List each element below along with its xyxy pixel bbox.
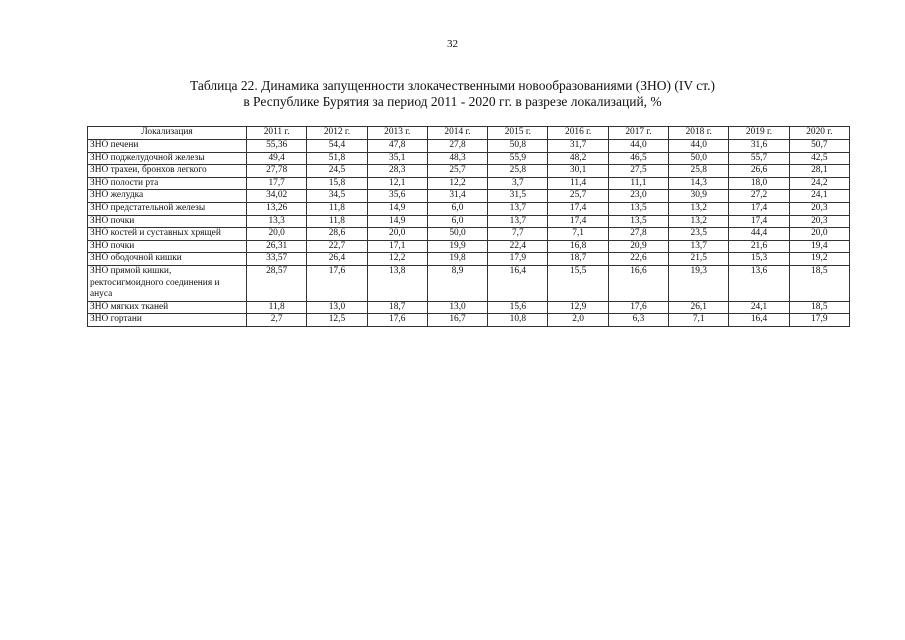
- cell-value: 21,5: [669, 253, 729, 266]
- cell-value: 7,1: [669, 314, 729, 327]
- cell-value: 11,8: [307, 215, 367, 228]
- header-year: 2018 г.: [669, 127, 729, 140]
- cell-value: 20,0: [367, 228, 427, 241]
- table-row: [88, 140, 850, 153]
- cell-value: 22,7: [307, 240, 367, 253]
- cell-value: 30,9: [669, 190, 729, 203]
- cell-value: 26,31: [247, 240, 307, 253]
- cell-value: 46,5: [608, 152, 668, 165]
- cell-value: 13,26: [247, 202, 307, 215]
- cell-value: 11,4: [548, 177, 608, 190]
- cell-value: 33,57: [247, 253, 307, 266]
- cell-value: 27,5: [608, 165, 668, 178]
- cell-value: 49,4: [247, 152, 307, 165]
- cell-value: 17,6: [367, 314, 427, 327]
- cell-value: 15,3: [729, 253, 789, 266]
- cell-value: 12,2: [367, 253, 427, 266]
- cell-value: 28,1: [789, 165, 849, 178]
- header-year: 2013 г.: [367, 127, 427, 140]
- cell-value: 18,7: [367, 301, 427, 314]
- cell-value: 18,5: [789, 265, 849, 301]
- table-title: [0, 78, 905, 110]
- cell-value: 51,8: [307, 152, 367, 165]
- cell-value: 26,6: [729, 165, 789, 178]
- cell-value: 35,1: [367, 152, 427, 165]
- cell-value: 28,57: [247, 265, 307, 301]
- cell-value: 12,1: [367, 177, 427, 190]
- table-row: [88, 202, 850, 215]
- cell-localization: ЗНО желудка: [88, 190, 247, 203]
- header-year: 2020 г.: [789, 127, 849, 140]
- cell-value: 17,6: [608, 301, 668, 314]
- cell-value: 14,9: [367, 202, 427, 215]
- cell-value: 17,4: [548, 215, 608, 228]
- cell-value: 25,7: [427, 165, 487, 178]
- cell-value: 25,7: [548, 190, 608, 203]
- cell-value: 50,8: [488, 140, 548, 153]
- cell-value: 13,6: [729, 265, 789, 301]
- cell-value: 13,0: [307, 301, 367, 314]
- table-title-line-1: Таблица 22. Динамика запущенности злокачественными новообразованиями (ЗНО) (IV ст.): [189, 78, 716, 93]
- data-table: [87, 126, 850, 327]
- cell-value: 17,4: [729, 215, 789, 228]
- cell-value: 6,3: [608, 314, 668, 327]
- cell-localization: ЗНО почки: [88, 240, 247, 253]
- cell-value: 20,3: [789, 202, 849, 215]
- cell-value: 48,2: [548, 152, 608, 165]
- header-localization: Локализация: [88, 127, 247, 140]
- table-row: [88, 190, 850, 203]
- cell-value: 16,7: [427, 314, 487, 327]
- header-year: 2014 г.: [427, 127, 487, 140]
- header-year: 2019 г.: [729, 127, 789, 140]
- cell-value: 24,1: [789, 190, 849, 203]
- cell-value: 11,8: [307, 202, 367, 215]
- table-header-row: [88, 127, 850, 140]
- table-row: [88, 177, 850, 190]
- cell-value: 10,8: [488, 314, 548, 327]
- cell-value: 28,3: [367, 165, 427, 178]
- header-year: 2017 г.: [608, 127, 668, 140]
- cell-value: 15,6: [488, 301, 548, 314]
- cell-value: 16,4: [729, 314, 789, 327]
- table-row: [88, 301, 850, 314]
- table-row: [88, 240, 850, 253]
- cell-value: 18,0: [729, 177, 789, 190]
- cell-value: 13,3: [247, 215, 307, 228]
- cell-value: 22,4: [488, 240, 548, 253]
- cell-value: 34,5: [307, 190, 367, 203]
- cell-localization: ЗНО поджелудочной железы: [88, 152, 247, 165]
- cell-value: 27,2: [729, 190, 789, 203]
- cell-value: 19,8: [427, 253, 487, 266]
- cell-localization: ЗНО предстательной железы: [88, 202, 247, 215]
- table-row: [88, 215, 850, 228]
- cell-value: 42,5: [789, 152, 849, 165]
- cell-value: 17,1: [367, 240, 427, 253]
- cell-value: 55,36: [247, 140, 307, 153]
- cell-value: 31,7: [548, 140, 608, 153]
- table-body: [88, 140, 850, 327]
- cell-value: 3,7: [488, 177, 548, 190]
- cell-value: 21,6: [729, 240, 789, 253]
- table-title-line-2: в Республике Бурятия за период 2011 - 2020 гг. в разрезе локализаций, %: [243, 94, 662, 109]
- cell-value: 35,6: [367, 190, 427, 203]
- cell-value: 17,4: [729, 202, 789, 215]
- table-row: [88, 228, 850, 241]
- cell-value: 14,9: [367, 215, 427, 228]
- cell-value: 48,3: [427, 152, 487, 165]
- header-year: 2011 г.: [247, 127, 307, 140]
- cell-value: 54,4: [307, 140, 367, 153]
- cell-value: 17,6: [307, 265, 367, 301]
- cell-value: 19,3: [669, 265, 729, 301]
- cell-localization: ЗНО трахеи, бронхов легкого: [88, 165, 247, 178]
- cell-value: 16,4: [488, 265, 548, 301]
- cell-value: 16,6: [608, 265, 668, 301]
- cell-value: 19,9: [427, 240, 487, 253]
- cell-value: 2,7: [247, 314, 307, 327]
- cell-value: 19,4: [789, 240, 849, 253]
- cell-value: 15,8: [307, 177, 367, 190]
- cell-value: 26,4: [307, 253, 367, 266]
- cell-value: 24,5: [307, 165, 367, 178]
- cell-value: 11,1: [608, 177, 668, 190]
- cell-value: 20,9: [608, 240, 668, 253]
- cell-value: 13,7: [488, 202, 548, 215]
- cell-value: 13,7: [488, 215, 548, 228]
- cell-value: 44,0: [669, 140, 729, 153]
- cell-value: 20,0: [247, 228, 307, 241]
- cell-value: 6,0: [427, 215, 487, 228]
- cell-localization: ЗНО печени: [88, 140, 247, 153]
- cell-value: 47,8: [367, 140, 427, 153]
- cell-value: 50,0: [669, 152, 729, 165]
- cell-value: 13,8: [367, 265, 427, 301]
- cell-value: 55,7: [729, 152, 789, 165]
- cell-value: 34,02: [247, 190, 307, 203]
- cell-value: 6,0: [427, 202, 487, 215]
- cell-value: 27,8: [427, 140, 487, 153]
- cell-value: 13,7: [669, 240, 729, 253]
- cell-value: 13,0: [427, 301, 487, 314]
- cell-value: 27,78: [247, 165, 307, 178]
- cell-value: 13,2: [669, 215, 729, 228]
- cell-value: 2,0: [548, 314, 608, 327]
- cell-localization: ЗНО почки: [88, 215, 247, 228]
- cell-value: 17,7: [247, 177, 307, 190]
- cell-value: 31,6: [729, 140, 789, 153]
- cell-value: 23,0: [608, 190, 668, 203]
- table-row: [88, 152, 850, 165]
- cell-value: 14,3: [669, 177, 729, 190]
- cell-value: 11,8: [247, 301, 307, 314]
- cell-value: 31,5: [488, 190, 548, 203]
- cell-value: 17,9: [789, 314, 849, 327]
- cell-value: 20,0: [789, 228, 849, 241]
- cell-value: 31,4: [427, 190, 487, 203]
- cell-value: 13,5: [608, 202, 668, 215]
- cell-value: 12,9: [548, 301, 608, 314]
- table-row: [88, 253, 850, 266]
- cell-value: 18,5: [789, 301, 849, 314]
- table-row: [88, 314, 850, 327]
- cell-value: 19,2: [789, 253, 849, 266]
- cell-value: 13,2: [669, 202, 729, 215]
- cell-localization: ЗНО костей и суставных хрящей: [88, 228, 247, 241]
- cell-value: 15,5: [548, 265, 608, 301]
- cell-value: 26,1: [669, 301, 729, 314]
- cell-value: 12,5: [307, 314, 367, 327]
- cell-value: 16,8: [548, 240, 608, 253]
- table-row: [88, 265, 850, 301]
- cell-localization: ЗНО ободочной кишки: [88, 253, 247, 266]
- cell-localization: ЗНО прямой кишки, ректосигмоидного соединения и ануса: [88, 265, 247, 301]
- cell-value: 18,7: [548, 253, 608, 266]
- cell-value: 44,4: [729, 228, 789, 241]
- cell-value: 25,8: [669, 165, 729, 178]
- cell-value: 20,3: [789, 215, 849, 228]
- cell-value: 22,6: [608, 253, 668, 266]
- cell-value: 13,5: [608, 215, 668, 228]
- cell-value: 24,1: [729, 301, 789, 314]
- cell-value: 8,9: [427, 265, 487, 301]
- header-year: 2016 г.: [548, 127, 608, 140]
- cell-value: 50,7: [789, 140, 849, 153]
- table-row: [88, 165, 850, 178]
- cell-value: 30,1: [548, 165, 608, 178]
- cell-value: 24,2: [789, 177, 849, 190]
- cell-value: 23,5: [669, 228, 729, 241]
- header-year: 2012 г.: [307, 127, 367, 140]
- cell-value: 50,0: [427, 228, 487, 241]
- cell-value: 17,4: [548, 202, 608, 215]
- cell-value: 12,2: [427, 177, 487, 190]
- cell-value: 28,6: [307, 228, 367, 241]
- cell-value: 44,0: [608, 140, 668, 153]
- page-number: 32: [447, 38, 458, 50]
- cell-value: 7,1: [548, 228, 608, 241]
- header-year: 2015 г.: [488, 127, 548, 140]
- cell-value: 27,8: [608, 228, 668, 241]
- cell-localization: ЗНО полости рта: [88, 177, 247, 190]
- cell-value: 7,7: [488, 228, 548, 241]
- cell-localization: ЗНО мягких тканей: [88, 301, 247, 314]
- cell-value: 55,9: [488, 152, 548, 165]
- cell-value: 17,9: [488, 253, 548, 266]
- cell-value: 25,8: [488, 165, 548, 178]
- cell-localization: ЗНО гортани: [88, 314, 247, 327]
